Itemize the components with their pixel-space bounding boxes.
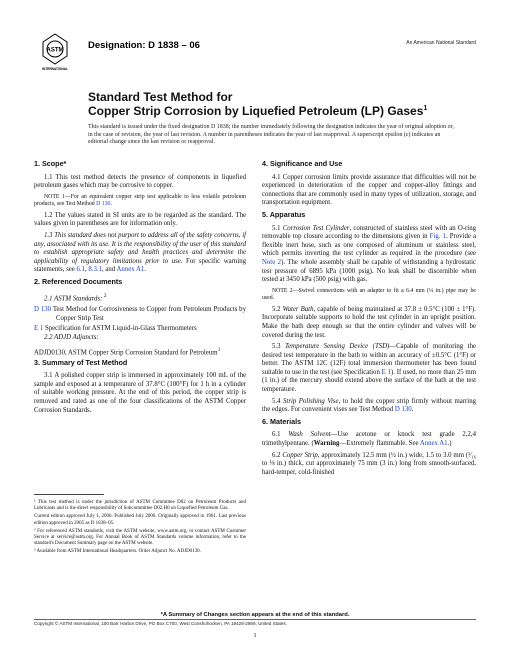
reference-text: Specification for ASTM Liquid-in-Glass Thermometers bbox=[43, 324, 197, 332]
num: 6.1 bbox=[272, 431, 289, 439]
link-annex-a1-materials[interactable]: Annex A1 bbox=[419, 440, 448, 448]
footnote-ref-2[interactable]: 2 bbox=[102, 292, 107, 299]
para-5-4 bbox=[262, 398, 476, 415]
term: Copper Strip bbox=[282, 451, 318, 459]
para-1-1: 1.1 This test method detects the presence of components in liquefied petroleum gases which may be corrosive to copper. bbox=[34, 173, 246, 190]
section-2-heading: 2. Referenced Documents bbox=[34, 276, 123, 286]
text: .) bbox=[447, 440, 452, 448]
note-1-text: NOTE 1—For an equivalent copper strip test applicable to less volatile petroleum products, see Test Method bbox=[34, 193, 246, 207]
text: . Provide a flexible inert hose, such as one composed of aluminum or stainless steel, which permits inverting the test cylinder as required in the procedure (see bbox=[262, 233, 477, 258]
text: , to hold the copper strip firmly without marring the edges. For convenient vises see Test Method bbox=[262, 397, 476, 414]
designation: Designation: D 1838 – 06 bbox=[88, 40, 200, 51]
link-e1[interactable]: E 1 bbox=[381, 368, 391, 376]
sep: , bbox=[84, 266, 89, 274]
title-text: Copper Strip Corrosion by Liquefied Petroleum (LP) Gases bbox=[88, 104, 424, 118]
link-d130-vise[interactable]: D 130 bbox=[394, 406, 412, 414]
text: , approximately 12.5 mm (½ in.) wide, 1.5 to 3.0 mm (¹⁄₁₆ to ⅛ in.) thick, cut approximately 75 mm (3 in.) long from smooth-surfaced, hard-temper, cold-finished bbox=[262, 451, 476, 476]
text: —Extremely flammable. See bbox=[339, 440, 420, 448]
text: —Use acetone or knock test grade 2,2,4 trimethylpentane. ( bbox=[262, 431, 476, 448]
section-4-heading: 4. Significance and Use bbox=[262, 159, 343, 168]
para-5-1 bbox=[262, 225, 476, 285]
text: ). The whole assembly shall be capable of withstanding a hydrostatic test pressure of 6895 kPa (1000 psig). No leak shall be discernible when tested at 3450 kPa (500 psig) with gas. bbox=[262, 258, 476, 284]
footer-divider bbox=[34, 619, 476, 620]
link-8-3-1[interactable]: 8.3.1 bbox=[88, 266, 102, 274]
link-d130[interactable]: D 130 bbox=[96, 200, 111, 207]
para-6-1 bbox=[262, 431, 476, 448]
summary-of-changes-note: *A Summary of Changes section appears at the end of this standard. bbox=[160, 612, 350, 618]
footnote-divider bbox=[34, 494, 104, 495]
term: Strip Polishing Vise bbox=[283, 397, 339, 405]
warning-label: Warning bbox=[313, 440, 340, 448]
title-line-1: Standard Test Method for bbox=[88, 90, 233, 104]
text: , capable of being maintained at 37.8 ± 0.5°C (100 ± 1°F). Incorporate suitable supports to hold the test cylinder in an upright position. Make the bath deep enough so that the entire cylinder and valves will be covered during the test. bbox=[262, 305, 476, 339]
section-3-heading: 3. Summary of Test Method bbox=[34, 357, 128, 367]
text: , constructed of stainless steel with an O-ring removable top closure according to the dimensions given in bbox=[262, 224, 476, 241]
para-1-3-end: . bbox=[144, 266, 146, 274]
link-fig-1[interactable]: Fig. 1 bbox=[429, 233, 446, 241]
link-annex-a1[interactable]: Annex A1 bbox=[116, 266, 145, 274]
term: Wash Solvent bbox=[288, 431, 331, 439]
num: 5.4 bbox=[272, 397, 284, 405]
footnote-ref-3[interactable]: 3 bbox=[217, 346, 221, 353]
term: Corrosion Test Cylinder bbox=[282, 224, 350, 232]
footnote-3: ³ Available from ASTM International Headquarters. Order Adjunct No. ADJD0130. bbox=[34, 549, 201, 555]
link-6-1[interactable]: 6.1 bbox=[76, 266, 85, 274]
section-6-heading: 6. Materials bbox=[262, 416, 302, 426]
link-e1-ref[interactable]: E 1 bbox=[34, 324, 44, 332]
left-column bbox=[34, 160, 246, 418]
para-1-3 bbox=[34, 232, 246, 275]
para-5-2 bbox=[262, 306, 476, 340]
text: —Capable of monitoring the desired test temperature in the bath to within an accuracy of ±0.5°C (1°F) or better. The ASTM 12C (12F) total immersion thermometer has been found suitable to use in the test (see Specification bbox=[262, 343, 476, 376]
astm-logo bbox=[40, 32, 70, 72]
text: . bbox=[411, 406, 414, 414]
para-5-3 bbox=[262, 343, 476, 395]
para-2-2 bbox=[34, 334, 246, 343]
term: Water Bath bbox=[282, 305, 314, 313]
svg-text:ASTM: ASTM bbox=[46, 47, 64, 54]
num: 5.1 bbox=[272, 224, 283, 232]
num: 6.2 bbox=[272, 451, 283, 459]
note-1 bbox=[34, 194, 246, 208]
ans-label: An American National Standard bbox=[406, 40, 476, 46]
para-2-1-text: 2.1 ASTM Standards: bbox=[44, 294, 103, 302]
para-3-1: 3.1 A polished copper strip is immersed in approximately 100 mL of the sample and exposed at a temperature of 37.8°C (100°F) for 1 h in a cylinder of suitable working pressure. At the end of this period, the copper strip is removed and rated as one of the four classifications of the ASTM Copper Corrosion Standards. bbox=[34, 372, 246, 414]
num: 5.3 bbox=[272, 343, 285, 351]
title-footnote-ref[interactable]: 1 bbox=[423, 105, 428, 112]
para-1-3-tail: For specific warning statements, see bbox=[34, 257, 246, 274]
title-line-2 bbox=[88, 104, 427, 118]
svg-text:INTERNATIONAL: INTERNATIONAL bbox=[42, 67, 68, 71]
para-1-2: 1.2 The values stated in SI units are to be regarded as the standard. The values given in parentheses are for information only. bbox=[34, 211, 246, 228]
para-2-1 bbox=[34, 292, 246, 304]
section-5-heading: 5. Apparatus bbox=[262, 209, 306, 219]
link-d130-ref[interactable]: D 130 bbox=[34, 306, 52, 314]
reference-item bbox=[34, 346, 246, 358]
note-2: NOTE 2—Swivel connections with an adapter to fit a 6.4 mm (¼ in.) pipe may be used. bbox=[262, 287, 476, 301]
para-6-2 bbox=[262, 452, 476, 478]
reference-text: ADJD0130, ASTM Copper Strip Corrosion Standard for Petroleum bbox=[34, 349, 218, 357]
copyright: Copyright © ASTM International, 100 Barr Harbor Drive, PO Box C700, West Conshohocken, PA 19428-2959, United States. bbox=[34, 621, 287, 626]
page-number: 1 bbox=[253, 632, 257, 639]
para-1-3-safety: 1.3 This standard does not purport to address all of the safety concerns, if any, associated with its use. It is the responsibility of the user of this standard to establish appropriate safety and health practices and determine the applicability of regulatory limitations prior to use. bbox=[34, 231, 246, 265]
footnote-2: ² For referenced ASTM standards, visit the ASTM website, www.astm.org, or contact ASTM Customer Service at service@astm.org. For Annual Book of ASTM Standards volume information, refer to the standard's Document Summary page on the ASTM website. bbox=[34, 528, 246, 547]
footnotes bbox=[34, 500, 246, 558]
standard-issuance-note: This standard is issued under the fixed designation D 1838; the number immediately following the designation indicates the year of original adoption or, in the case of revision, the year of last revision. A number in parentheses indicates the year of last reapproval. A superscript epsilon (ε) indicates an editorial change since the last revision or reapproval. bbox=[88, 124, 454, 145]
para-2-2-text: 2.2 ADJD Adjuncts: bbox=[44, 334, 99, 342]
sep: , and bbox=[101, 266, 117, 274]
footnote-1b: Current edition approved July 1, 2006. Published July 2006. Originally approved in 1961. Last previous edition approved in 2005 as D 1838–05. bbox=[34, 514, 246, 526]
right-column bbox=[262, 160, 476, 480]
reference-text: Test Method for Corrosiveness to Copper from Petroleum Products by Copper Strip Test bbox=[51, 306, 246, 322]
num: 5.2 bbox=[272, 305, 283, 313]
reference-item bbox=[34, 306, 246, 323]
section-1-heading: 1. Scope* bbox=[34, 159, 67, 168]
reference-item bbox=[34, 325, 246, 334]
term: Temperature Sensing Device (TSD) bbox=[284, 343, 390, 351]
text: ). If used, no more than 25 mm (1 in.) of the mercury should extend above the surface of the bath at the test temperature. bbox=[262, 368, 476, 394]
para-4-1: 4.1 Copper corrosion limits provide assurance that difficulties will not be experienced in deterioration of the copper and copper-alloy fittings and connections that are commonly used in many types of utilization, storage, and transportation equipment. bbox=[262, 173, 476, 207]
footnote-1: ¹ This test method is under the jurisdiction of ASTM Committee D02 on Petroleum Products and Lubricants and is the direct responsibility of Subcommittee D02.H0 on Liquefied Petroleum Gas. bbox=[34, 500, 246, 512]
link-note-2[interactable]: Note 2 bbox=[262, 258, 282, 266]
note-1-end: . bbox=[110, 200, 112, 207]
